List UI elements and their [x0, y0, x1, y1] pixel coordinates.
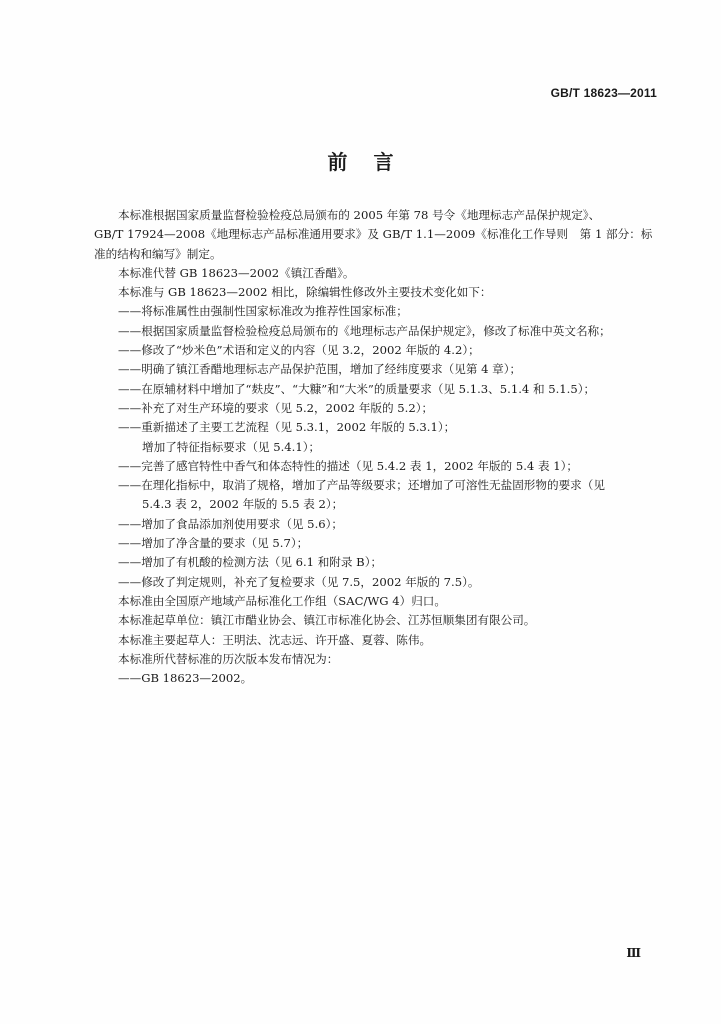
paragraph-changes-intro: 本标准与 GB 18623—2002 相比，除编辑性修改外主要技术变化如下：: [118, 285, 492, 300]
standard-number: GB/T 18623—2011: [550, 86, 657, 100]
page-number: Ⅲ: [626, 946, 641, 960]
list-item: ——增加了有机酸的检测方法（见 6.1 和附录 B）；: [118, 555, 383, 570]
list-item: ——增加了净含量的要求（见 5.7）；: [118, 536, 309, 551]
list-item-continuation: 增加了特征指标要求（见 5.4.1）；: [142, 439, 321, 454]
list-item: ——在理化指标中，取消了规格，增加了产品等级要求；还增加了可溶性无盐固形物的要求（见: [118, 478, 605, 493]
list-item: ——修改了“炒米色”术语和定义的内容（见 3.2，2002 年版的 4.2）；: [118, 343, 480, 358]
list-item: ——重新描述了主要工艺流程（见 5.3.1，2002 年版的 5.3.1）；: [118, 420, 456, 435]
list-item: ——GB 18623—2002。: [118, 671, 253, 686]
paragraph-basis-line-2: GB/T 17924—2008《地理标志产品标准通用要求》及 GB/T 1.1—2009《标准化工作导则 第 1 部分：标: [94, 227, 653, 242]
list-item: ——补充了对生产环境的要求（见 5.2，2002 年版的 5.2）；: [118, 400, 434, 415]
list-item: ——完善了感官特性中香气和体态特性的描述（见 5.4.2 表 1，2002 年版的 5.4 表 1）；: [118, 458, 579, 473]
foreword-body: [94, 206, 666, 688]
paragraph-drafters: 本标准主要起草人：王明法、沈志远、许开盛、夏蓉、陈伟。: [118, 632, 432, 647]
paragraph-basis-line-3: 准的结构和编写》制定。: [94, 246, 222, 261]
list-item: ——根据国家质量监督检验检疫总局颁布的《地理标志产品保护规定》，修改了标准中英文名称；: [118, 323, 611, 338]
list-item: ——修改了判定规则，补充了复检要求（见 7.5，2002 年版的 7.5）。: [118, 574, 480, 589]
paragraph-responsible-body: 本标准由全国原产地域产品标准化工作组（SAC/WG 4）归口。: [118, 593, 446, 608]
list-item: ——在原辅材料中增加了“麸皮”、“大糠”和“大米”的质量要求（见 5.1.3、5.1.4 和 5.1.5）；: [118, 381, 596, 396]
list-item: ——将标准属性由强制性国家标准改为推荐性国家标准；: [118, 304, 408, 319]
list-item: ——增加了食品添加剂使用要求（见 5.6）；: [118, 516, 344, 531]
list-item-continuation: 5.4.3 表 2，2002 年版的 5.5 表 2）；: [142, 497, 344, 512]
list-item: ——明确了镇江香醋地理标志产品保护范围，增加了经纬度要求（见第 4 章）；: [118, 362, 522, 377]
page-title: 前言: [327, 150, 420, 174]
paragraph-drafting-units: 本标准起草单位：镇江市醋业协会、镇江市标准化协会、江苏恒顺集团有限公司。: [118, 613, 536, 628]
paragraph-previous-editions: 本标准所代替标准的历次版本发布情况为：: [118, 651, 339, 666]
paragraph-basis-line-1: 本标准根据国家质量监督检验检疫总局颁布的 2005 年第 78 号令《地理标志产品保护规定》、: [118, 208, 601, 222]
paragraph-replaces: 本标准代替 GB 18623—2002《镇江香醋》。: [118, 265, 355, 280]
